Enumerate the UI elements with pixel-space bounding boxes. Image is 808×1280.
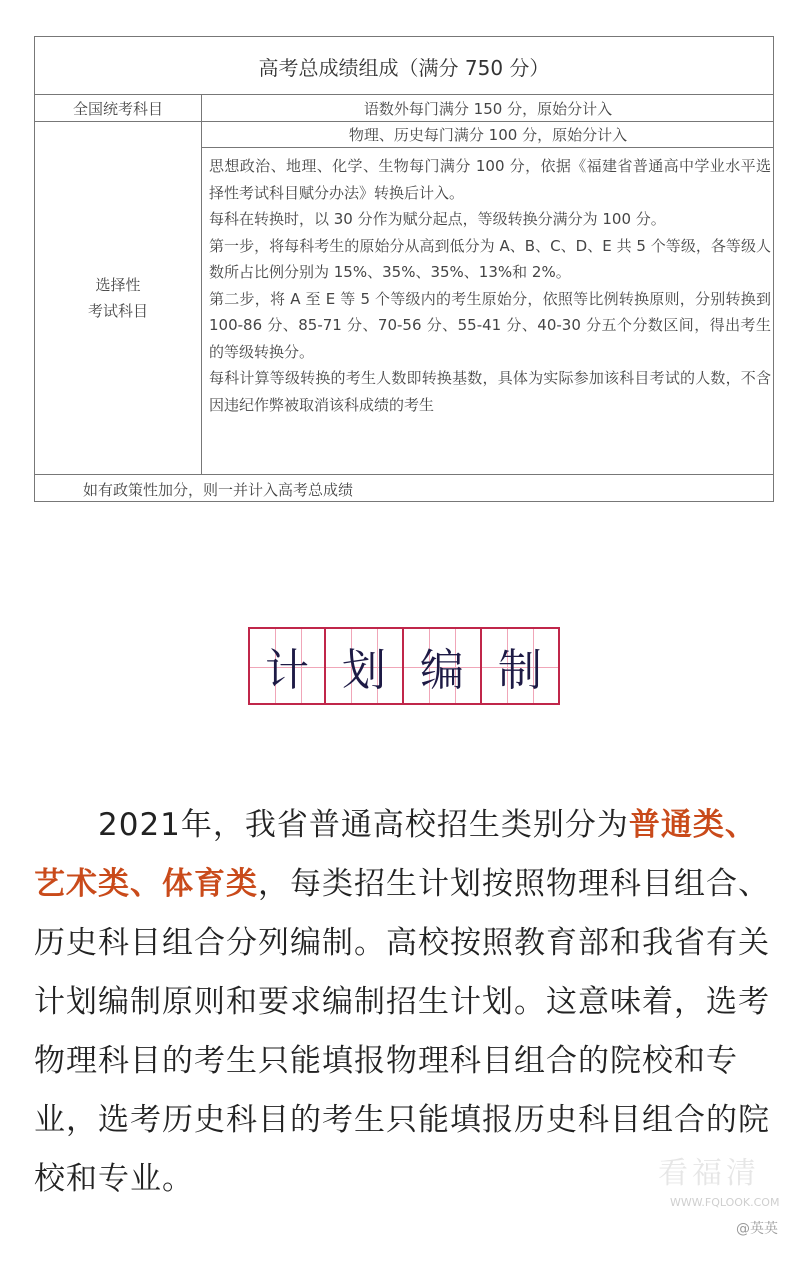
heading-char-box (326, 627, 404, 705)
elective-detail-paragraph: 每科在转换时，以 30 分作为赋分起点，等级转换分满分为 100 分。 (209, 210, 666, 228)
national-subjects-label: 全国统考科目 (72, 99, 163, 118)
watermark-url: WWW.FQLOOK.COM (670, 1196, 780, 1209)
heading-char-box (248, 627, 326, 705)
section-heading (248, 627, 560, 705)
elective-details (209, 153, 771, 418)
heading-char: 计 (265, 645, 309, 696)
table-divider (35, 474, 773, 475)
elective-label-line2: 考试科目 (87, 302, 148, 320)
elective-subjects-label (35, 122, 201, 474)
heading-char: 编 (420, 645, 464, 696)
elective-detail-paragraph: 第一步，将每科考生的原始分从高到低分为 A、B、C、D、E 共 5 个等级，各等级人数所占比例分别为 15%、35%、35%、13%和 2%。 (209, 236, 771, 281)
heading-char-box (482, 627, 560, 705)
table-column-divider (201, 95, 202, 475)
score-composition-table (34, 36, 774, 502)
elective-head-value: 物理、历史每门满分 100 分，原始分计入 (348, 126, 628, 144)
heading-char-box (404, 627, 482, 705)
elective-detail-paragraph: 思想政治、地理、化学、生物每门满分 100 分，依据《福建省普通高中学业水平选择性考试科目赋分办法》转换后计入。 (209, 157, 771, 202)
elective-detail-paragraph: 第二步，将 A 至 E 等 5 个等级内的考生原始分，依照等比例转换原则，分别转换到 100-86 分、85-71 分、70-56 分、55-41 分、40-30 分五个分数区间，得出考生的等级转换分。 (209, 289, 771, 361)
elective-detail-paragraph: 每科计算等级转换的考生人数即转换基数，具体为实际参加该科目考试的人数，不含因违纪作弊被取消该科成绩的考生 (209, 369, 771, 414)
watermark-logo: 看福清 (658, 1156, 760, 1191)
elective-label-line1: 选择性 (95, 276, 141, 294)
body-highlight: 普通类、艺术类、体育类 (34, 807, 757, 902)
national-subjects-value: 语数外每门满分 150 分，原始分计入 (363, 99, 613, 118)
watermark-user: @英英 (736, 1221, 778, 1237)
body-text-part1: 2021年，我省普通高校招生类别分为 (98, 807, 629, 843)
table-divider (202, 147, 773, 148)
body-text-part2: ，每类招生计划按照物理科目组合、历史科目组合分列编制。高校按照教育部和我省有关计划编制原则和要求编制招生计划。这意味着，选考物理科目的考生只能填报物理科目组合的院校和专业，选考历史科目的考生只能填报历史科目组合的院校和专业。 (34, 866, 770, 1197)
table-title: 高考总成绩组成（满分 750 分） (258, 55, 550, 80)
heading-char: 划 (342, 645, 386, 696)
heading-char: 制 (498, 645, 542, 696)
table-footer-note: 如有政策性加分，则一并计入高考总成绩 (83, 481, 354, 499)
